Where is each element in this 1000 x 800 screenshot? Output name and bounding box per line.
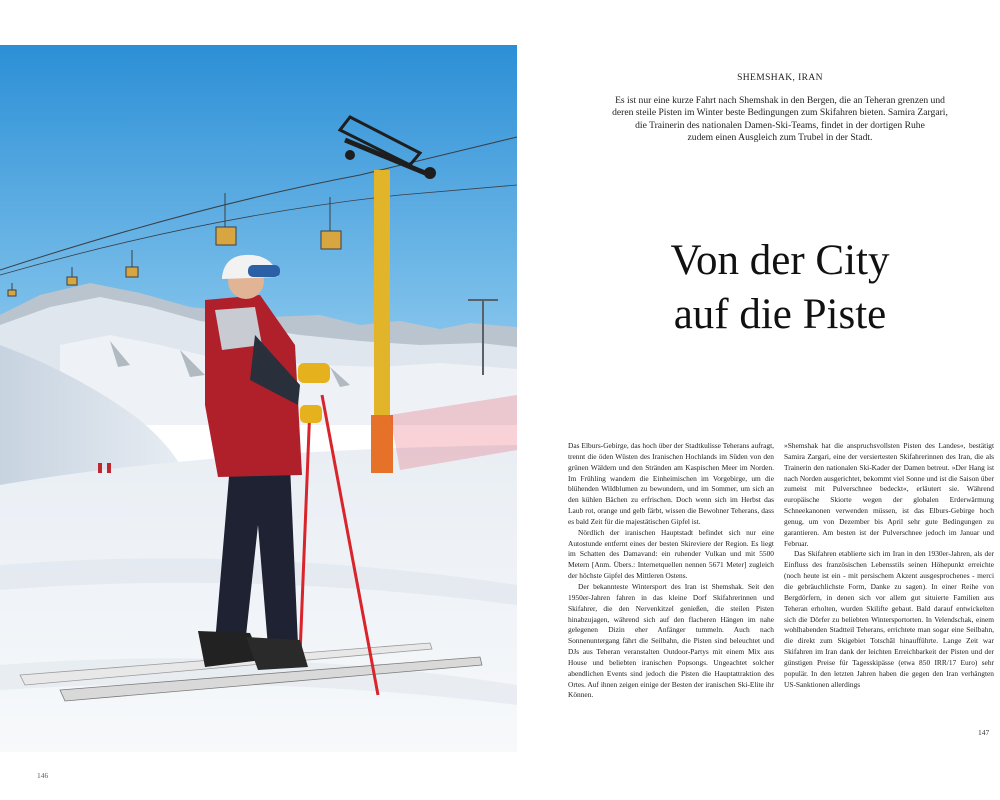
body-paragraph: Der bekannteste Wintersport des Iran ist Shemshak. Seit den 1950er-Jahren fahren in das kleine Dorf Skifahrerinnen und Skifahrer, die den Nervenkitzel genießen, die steilen Pisten hinabzujagen, während sich auf den flacheren Hängen im nahe gelegenen Dizin eher Anfänger tummeln. Auch nach Sonnenuntergang fährt die Seilbahn, die Pisten sind beleuchtet und DJs aus Teheran veranstalten Outdoor-Partys mit einem Mix aus House und beliebten iranischen Popsongs. Ungeachtet solcher abendlichen Events sind jedoch die Pisten die Hauptattraktion des Ortes. Auf ihnen zeigen einige der Besten der iranischen Ski-Elite ihr Können. (568, 581, 774, 700)
body-paragraph: Das Elburs-Gebirge, das hoch über der Stadtkulisse Teherans aufragt, trennt die öden Wüsten des Iranischen Hochlands im Süden von den grünen Wäldern und den Stränden am Kaspischen Meer im Norden. Im Frühling wandern die Einheimischen im Vorgebirge, um die blühenden Wildblumen zu bewundern, und im Sommer, um sich an den kühlen Bächen zu erfrischen. Doch wenn sich im Herbst das Laub rot, orange und gelb färbt, wissen die Bewohner Teherans, dass es bald Zeit für die majestätischen Gipfel ist. (568, 441, 774, 526)
location-heading: SHEMSHAK, IRAN (737, 73, 823, 83)
lead-line: Es ist nur eine kurze Fahrt nach Shemshak in den Bergen, die an Teheran grenzen und (615, 95, 945, 106)
body-paragraph: Nördlich der iranischen Hauptstadt befindet sich nur eine Autostunde entfernt eines der besten Skireviere der Region. Es liegt im Schatten des Damavand: ein ruhender Vulkan und mit 5500 Metern [Anm. Übers.: Internetquellen nennen 5671 Meter] zugleich der höchste Gipfel des Mittleren Ostens. (568, 527, 774, 581)
lead-line: zudem einen Ausgleich zum Trubel in der Stadt. (687, 132, 873, 144)
title-line: Von der City (670, 237, 890, 284)
article-title (580, 234, 980, 342)
lead-line: die Trainerin des nationalen Damen-Ski-Teams, findet in der dortigen Ruhe (635, 119, 925, 131)
lead-line: deren steile Pisten im Winter beste Bedingungen zum Skifahren bieten. Samira Zargari, (612, 107, 948, 119)
title-line: auf die Piste (673, 291, 887, 338)
skier-photo (0, 45, 517, 780)
page-number-left: 146 (37, 771, 49, 780)
body-paragraph: Das Skifahren etablierte sich im Iran in den 1930er-Jahren, als der Einfluss des französischen Lebensstils seinen Höhepunkt erreichte (noch heute ist ein - mit persischem Akzent ausgesprochenes - merci die gebräuchlichste Form, Danke zu sagen). In einer Reihe von Bergdörfern, in denen sich vor allem gut situierte Familien aus Teheran erholten, wurden Skilifte gebaut. Bald darauf entwickelten sich die Dörfer zu beliebten Wintersportorten. In Velendschak, einem wohlhabenden Stadtteil Teherans, errichtete man sogar eine Seilbahn, die direkt zum Skigebiet Totschāl hinaufführte. Lange Zeit war Skifahren im Iran dank der leichten Erreichbarkeit der Pisten und der günstigen Preise für Tagesskipässe (etwa 850 IRR/17 Euro) sehr populär. In den letzten Jahren haben die gegen den Iran verhängten US-Sanktionen allerdings (784, 549, 994, 689)
lead-paragraph (580, 95, 980, 145)
body-column-right (784, 441, 994, 690)
body-paragraph: »Shemshak hat die anspruchsvollsten Pisten des Landes«, bestätigt Samira Zargari, eine der versiertesten Skifahrerinnen des Iran, die als Trainerin den nationalen Ski-Kader der Damen betreut. »Der Hang ist nach Norden ausgerichtet, bekommt viel Sonne und ist die Saison über zumeist mit Pulverschnee bedeckt«, erläutert sie. Während europäische Skiorte wegen der globalen Erderwärmung Schneekanonen verwenden müssen, ist das Elburs-Gebirge hoch genug, um von Dezember bis April sehr gute Bedingungen zu garantieren. Am besten ist der Pulverschnee jedoch im Januar und Februar. (784, 441, 994, 548)
page-number-right: 147 (978, 728, 990, 737)
body-column-left (568, 441, 774, 701)
